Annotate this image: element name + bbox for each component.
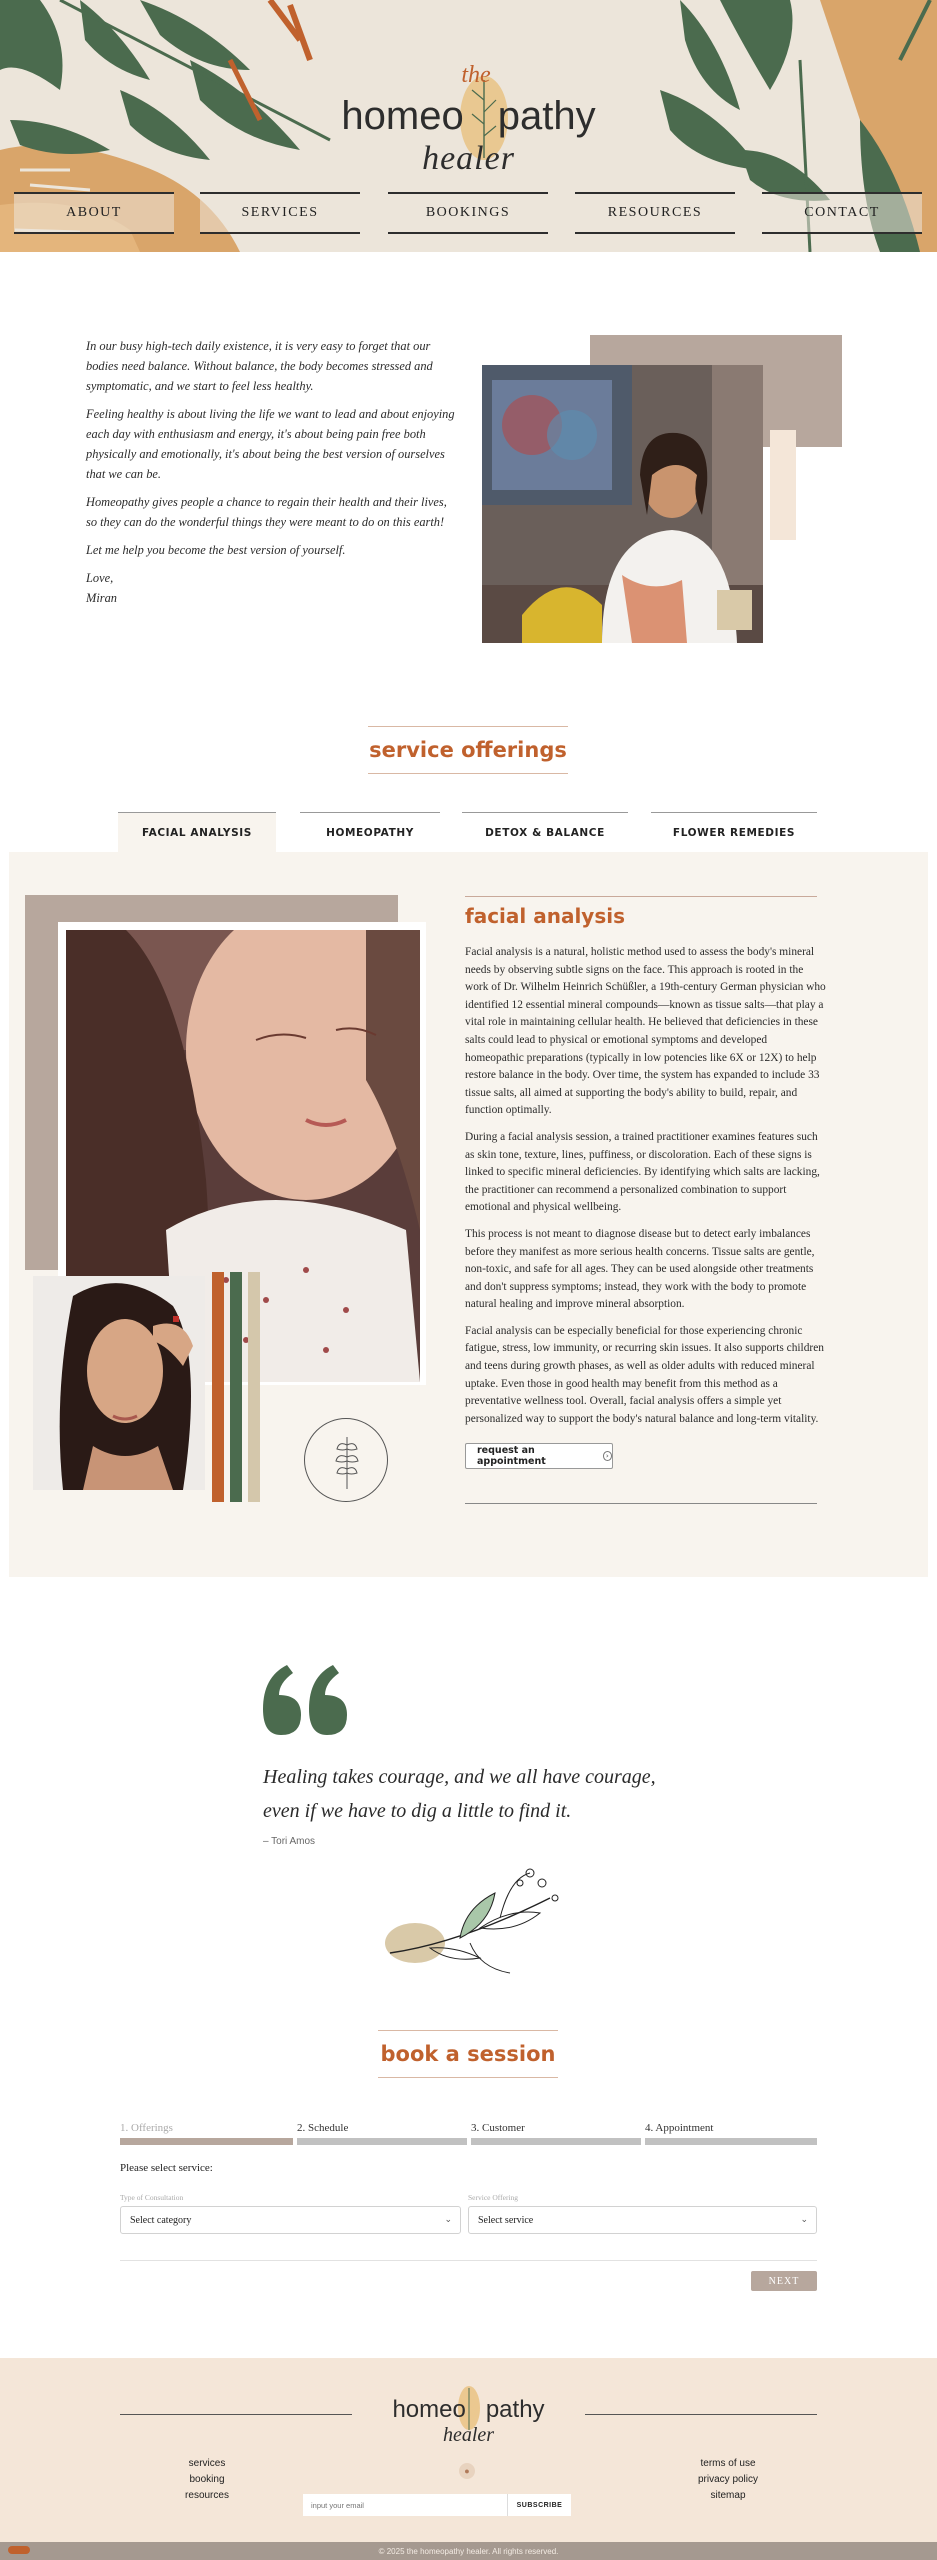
nav-bookings[interactable]: BOOKINGS (388, 192, 548, 234)
botanical-badge-icon (304, 1418, 388, 1502)
step-progress-bar (471, 2138, 641, 2145)
request-appointment-button[interactable] (465, 1443, 613, 1469)
intro-paragraph: In our busy high-tech daily existence, it is very easy to forget that our bodies need balance. Without balance, the body becomes stressed and symptomatic, and we start to feel less healthy. (86, 339, 433, 393)
logo-overlay-word: the (461, 62, 491, 88)
service-description (465, 944, 827, 1428)
divider (465, 1503, 817, 1504)
step-offerings[interactable]: 1. Offerings (120, 2122, 173, 2134)
intro-signoff: Love, (86, 571, 114, 585)
step-progress-bar (645, 2138, 817, 2145)
divider (120, 2260, 817, 2261)
newsletter-form (303, 2494, 571, 2516)
nav-contact[interactable]: CONTACT (762, 192, 922, 234)
footer-link-sitemap[interactable]: sitemap (710, 2490, 746, 2501)
request-appointment-label: request an appointment (477, 1445, 546, 1467)
next-button[interactable]: NEXT (751, 2271, 817, 2291)
service-select-value: Select service (478, 2214, 534, 2226)
field-label: Type of Consultation (120, 2193, 184, 2202)
step-progress-bar (297, 2138, 467, 2145)
step-schedule[interactable]: 2. Schedule (297, 2122, 349, 2134)
decor-block (770, 430, 796, 540)
step-customer[interactable]: 3. Customer (471, 2122, 525, 2134)
quote-text (263, 1760, 683, 1828)
tab-detox-balance[interactable]: DETOX & BALANCE (462, 812, 628, 852)
nav-resources[interactable]: RESOURCES (575, 192, 735, 234)
intro-paragraph: Homeopathy gives people a chance to regain their health and their lives, so they can do the wonderful things they were meant to do on this earth! (86, 495, 447, 529)
nav-services[interactable]: SERVICES (200, 192, 360, 234)
footer-link-booking[interactable]: booking (189, 2474, 225, 2485)
footer-link-privacy[interactable]: privacy policy (697, 2474, 759, 2485)
booking-heading: book a session (378, 2030, 558, 2078)
quote-line: even if we have to dig a little to find it. (263, 1800, 572, 1822)
arrow-right-icon: › (603, 1451, 612, 1461)
logo-word-left: homeo (341, 94, 464, 138)
divider (465, 896, 817, 897)
service-paragraph: Facial analysis can be especially beneficial for those experiencing chronic fatigue, stress, low immunity, or recurring skin issues. It also supports children and teens during growth phases, as well as older adults with reduced mineral uptake. Even those in good health may benefit from this method as a preventative wellness tool. Overall, facial analysis offers a simple yet personalized way to support the body's natural balance and long-term vitality. (465, 1324, 824, 1425)
email-input[interactable] (303, 2495, 507, 2515)
select-service-prompt: Please select service: (120, 2162, 213, 2174)
service-title: facial analysis (465, 904, 626, 928)
footer-link-terms[interactable]: terms of use (700, 2458, 756, 2469)
category-select[interactable] (120, 2206, 461, 2234)
quote-line: Healing takes courage, and we all have courage, (263, 1766, 656, 1788)
category-select-value: Select category (130, 2214, 192, 2226)
footer-logo[interactable] (0, 2396, 937, 2424)
decor-stripe (230, 1272, 242, 1502)
logo-subtitle: healer (422, 140, 515, 177)
copyright-text: © 2025 the homeopathy healer. All rights reserved. (378, 2546, 559, 2556)
subscribe-button[interactable]: SUBSCRIBE (507, 2494, 571, 2516)
services-heading: service offerings (368, 726, 568, 774)
footer-link-resources[interactable]: resources (185, 2490, 229, 2501)
quote-author: – Tori Amos (263, 1836, 316, 1847)
tab-homeopathy[interactable]: HOMEOPATHY (300, 812, 440, 852)
footer-logo-subtitle: healer (442, 2424, 495, 2446)
footer-logo-word: pathy (485, 2396, 545, 2423)
intro-paragraph: Let me help you become the best version of yourself. (86, 543, 346, 557)
field-label: Service Offering (468, 2193, 519, 2202)
copyright-bar (0, 2542, 937, 2560)
service-paragraph: Facial analysis is a natural, holistic method used to assess the body's mineral needs by observing subtle signs on the face. This approach is rooted in the work of Dr. Wilhelm Heinrich Schüßler, a 19th-century German physician who identified 12 essential mineral compounds—known as tissue salts—that play a vital role in maintaining cellular health. He believed that deficiencies in these salts could lead to physical or emotional symptoms and developed homeopathic preparations (typically in low potencies like 6X or 12X) to help restore balance in the body. Over time, the system has expanded to include 33 tissue salts, all aimed at supporting the body's ability to build, repair, and function optimally. (465, 946, 826, 1117)
step-appointment[interactable]: 4. Appointment (645, 2122, 714, 2134)
site-header (0, 0, 937, 252)
service-paragraph: This process is not meant to diagnose disease but to detect early imbalances before they manifest as more serious health concerns. Tissue salts are gentle, non-toxic, and safe for all ages. They can be used alongside other treatments and don't suppress symptoms; instead, they work with the body to promote natural healing and improve mineral absorption. (465, 1227, 815, 1311)
intro-paragraph: Feeling healthy is about living the life we want to lead and about enjoying each day with enthusiasm and energy, it's about being pain free both physically and emotionally, it's about being the best version of ourselves that we can be. (86, 407, 455, 481)
decor-stripe (212, 1272, 224, 1502)
leaf-illustration-icon (370, 1868, 570, 1978)
intro-signature: Miran (86, 591, 117, 605)
woman-face-analysis-photo (33, 1276, 205, 1490)
step-progress-bar (120, 2138, 293, 2145)
footer-logo-word: homeo (392, 2396, 466, 2423)
footer-badge-icon (8, 2546, 30, 2554)
service-select[interactable] (468, 2206, 817, 2234)
footer-link-services[interactable]: services (188, 2458, 226, 2469)
chevron-down-icon: ⌄ (800, 2214, 808, 2224)
site-logo[interactable] (0, 94, 937, 139)
quote-mark-icon (263, 1665, 349, 1735)
nav-about[interactable]: ABOUT (14, 192, 174, 234)
logo-word-right: pathy (497, 94, 596, 138)
service-paragraph: During a facial analysis session, a trained practitioner examines features such as skin tone, texture, lines, puffiness, or discoloration. Each of these signs is linked to specific mineral deficiencies. By identifying which salts are lacking, the practitioner can recommend a personalized combination to support emotional and physical wellbeing. (465, 1130, 820, 1214)
chevron-down-icon: ⌄ (444, 2214, 452, 2224)
tab-flower-remedies[interactable]: FLOWER REMEDIES (651, 812, 817, 852)
intro-text (86, 336, 456, 608)
portrait-photo (482, 365, 763, 643)
location-pin-icon: ● (459, 2463, 475, 2479)
tab-facial-analysis[interactable]: FACIAL ANALYSIS (118, 812, 276, 852)
decor-stripe (248, 1272, 260, 1502)
